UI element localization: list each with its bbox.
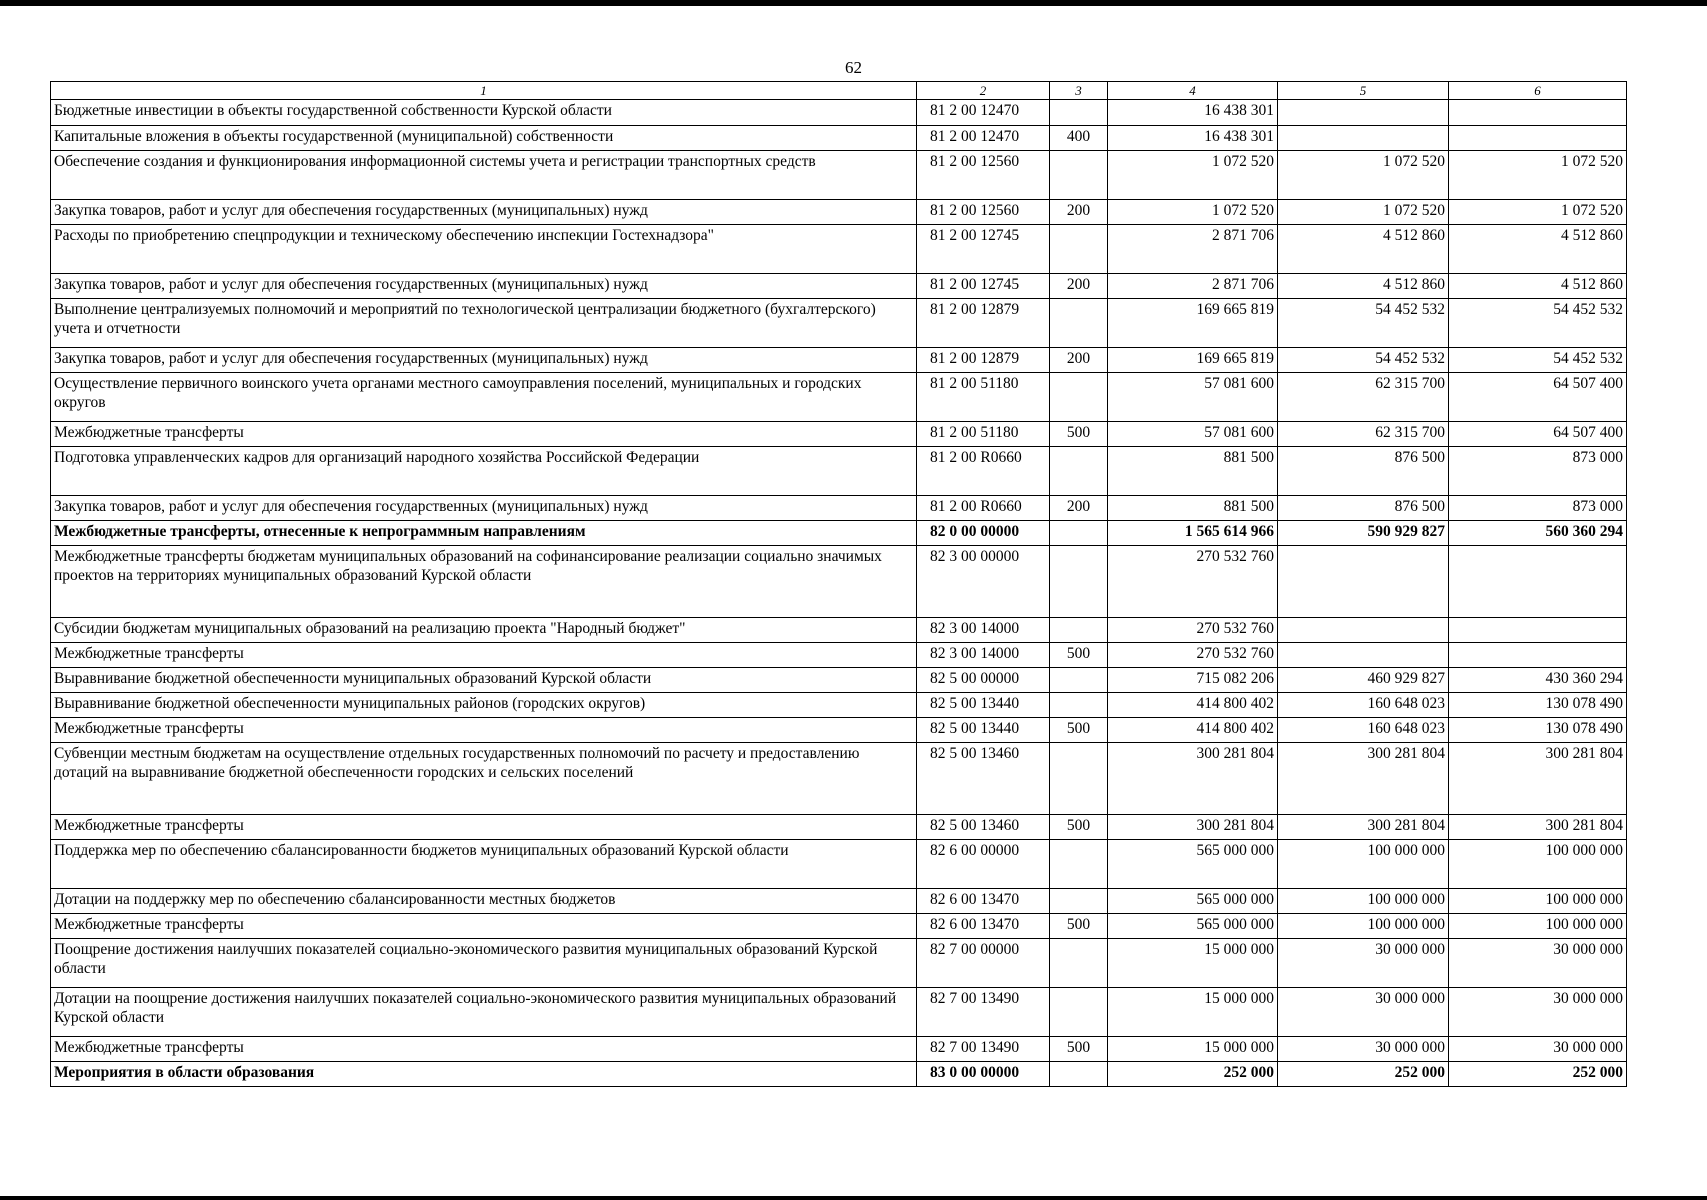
table-row bbox=[51, 546, 1627, 618]
table-header-row bbox=[51, 82, 1627, 100]
row-vr-cell bbox=[1050, 100, 1108, 126]
row-code-cell: 81 2 00 R0660 bbox=[917, 496, 1050, 521]
row-value-col6: 873 000 bbox=[1449, 447, 1627, 496]
row-vr-cell bbox=[1050, 299, 1108, 348]
table-row bbox=[51, 643, 1627, 668]
row-value-col6: 100 000 000 bbox=[1449, 889, 1627, 914]
row-value-col4: 1 072 520 bbox=[1108, 151, 1278, 200]
row-name-cell: Выполнение централизуемых полномочий и мероприятий по технологической централизации бюджетного (бухгалтерского) учета и отчетности bbox=[51, 299, 917, 348]
row-value-col5: 4 512 860 bbox=[1278, 274, 1449, 299]
column-header-3: 3 bbox=[1050, 82, 1108, 100]
row-vr-cell: 200 bbox=[1050, 348, 1108, 373]
row-vr-cell bbox=[1050, 988, 1108, 1037]
row-value-col4: 2 871 706 bbox=[1108, 274, 1278, 299]
row-value-col6: 100 000 000 bbox=[1449, 840, 1627, 889]
row-name-cell: Выравнивание бюджетной обеспеченности муниципальных образований Курской области bbox=[51, 668, 917, 693]
row-value-col4: 16 438 301 bbox=[1108, 126, 1278, 151]
row-value-col6 bbox=[1449, 546, 1627, 618]
row-value-col5: 160 648 023 bbox=[1278, 693, 1449, 718]
row-value-col4: 1 072 520 bbox=[1108, 200, 1278, 225]
row-code-cell: 81 2 00 12879 bbox=[917, 348, 1050, 373]
row-code-cell: 82 5 00 00000 bbox=[917, 668, 1050, 693]
row-name-cell: Закупка товаров, работ и услуг для обеспечения государственных (муниципальных) нужд bbox=[51, 348, 917, 373]
table-row bbox=[51, 815, 1627, 840]
row-code-cell: 82 5 00 13440 bbox=[917, 693, 1050, 718]
table-row bbox=[51, 743, 1627, 815]
row-value-col5: 62 315 700 bbox=[1278, 373, 1449, 422]
row-vr-cell: 400 bbox=[1050, 126, 1108, 151]
row-value-col6: 1 072 520 bbox=[1449, 151, 1627, 200]
row-value-col5: 876 500 bbox=[1278, 447, 1449, 496]
row-value-col6: 100 000 000 bbox=[1449, 914, 1627, 939]
row-name-cell: Межбюджетные трансферты бюджетам муниципальных образований на софинансирование реализации социально значимых проектов на территориях муниципальных образований Курской области bbox=[51, 546, 917, 618]
row-value-col4: 881 500 bbox=[1108, 496, 1278, 521]
row-name-cell: Межбюджетные трансферты bbox=[51, 422, 917, 447]
column-header-5: 5 bbox=[1278, 82, 1449, 100]
row-value-col5: 300 281 804 bbox=[1278, 743, 1449, 815]
row-name-cell: Субсидии бюджетам муниципальных образований на реализацию проекта "Народный бюджет" bbox=[51, 618, 917, 643]
row-value-col6 bbox=[1449, 618, 1627, 643]
row-vr-cell bbox=[1050, 373, 1108, 422]
row-value-col4: 15 000 000 bbox=[1108, 939, 1278, 988]
row-value-col5: 62 315 700 bbox=[1278, 422, 1449, 447]
row-value-col6: 4 512 860 bbox=[1449, 225, 1627, 274]
row-value-col5: 30 000 000 bbox=[1278, 939, 1449, 988]
row-value-col4: 414 800 402 bbox=[1108, 693, 1278, 718]
row-vr-cell bbox=[1050, 668, 1108, 693]
row-value-col5: 54 452 532 bbox=[1278, 348, 1449, 373]
row-vr-cell: 500 bbox=[1050, 815, 1108, 840]
row-name-cell: Закупка товаров, работ и услуг для обеспечения государственных (муниципальных) нужд bbox=[51, 274, 917, 299]
row-code-cell: 82 5 00 13460 bbox=[917, 743, 1050, 815]
row-code-cell: 82 7 00 13490 bbox=[917, 1037, 1050, 1062]
row-value-col4: 270 532 760 bbox=[1108, 618, 1278, 643]
table-row bbox=[51, 914, 1627, 939]
table-row bbox=[51, 200, 1627, 225]
row-vr-cell bbox=[1050, 693, 1108, 718]
row-vr-cell: 200 bbox=[1050, 274, 1108, 299]
row-value-col4: 16 438 301 bbox=[1108, 100, 1278, 126]
table-row bbox=[51, 718, 1627, 743]
row-value-col4: 270 532 760 bbox=[1108, 546, 1278, 618]
row-value-col6: 300 281 804 bbox=[1449, 815, 1627, 840]
budget-table bbox=[50, 81, 1627, 1087]
row-value-col5: 300 281 804 bbox=[1278, 815, 1449, 840]
table-row bbox=[51, 939, 1627, 988]
row-vr-cell bbox=[1050, 546, 1108, 618]
row-vr-cell: 500 bbox=[1050, 1037, 1108, 1062]
row-value-col5: 54 452 532 bbox=[1278, 299, 1449, 348]
column-header-4: 4 bbox=[1108, 82, 1278, 100]
row-value-col5: 252 000 bbox=[1278, 1062, 1449, 1087]
page-number: 62 bbox=[845, 58, 862, 77]
row-code-cell: 82 6 00 13470 bbox=[917, 914, 1050, 939]
row-value-col5: 100 000 000 bbox=[1278, 889, 1449, 914]
scan-bottom-border bbox=[0, 1196, 1707, 1200]
row-value-col4: 715 082 206 bbox=[1108, 668, 1278, 693]
row-name-cell: Поощрение достижения наилучших показателей социально-экономического развития муниципальных образований Курской области bbox=[51, 939, 917, 988]
row-vr-cell bbox=[1050, 840, 1108, 889]
table-row bbox=[51, 668, 1627, 693]
table-row bbox=[51, 521, 1627, 546]
row-value-col4: 252 000 bbox=[1108, 1062, 1278, 1087]
row-code-cell: 81 2 00 12879 bbox=[917, 299, 1050, 348]
row-vr-cell: 500 bbox=[1050, 422, 1108, 447]
row-name-cell: Межбюджетные трансферты, отнесенные к непрограммным направлениям bbox=[51, 521, 917, 546]
row-value-col6 bbox=[1449, 100, 1627, 126]
row-code-cell: 82 0 00 00000 bbox=[917, 521, 1050, 546]
row-name-cell: Дотации на поддержку мер по обеспечению сбалансированности местных бюджетов bbox=[51, 889, 917, 914]
row-value-col5: 590 929 827 bbox=[1278, 521, 1449, 546]
row-value-col6: 130 078 490 bbox=[1449, 718, 1627, 743]
row-value-col6: 30 000 000 bbox=[1449, 939, 1627, 988]
table-row bbox=[51, 100, 1627, 126]
row-name-cell: Закупка товаров, работ и услуг для обеспечения государственных (муниципальных) нужд bbox=[51, 496, 917, 521]
row-value-col6 bbox=[1449, 643, 1627, 668]
row-value-col4: 169 665 819 bbox=[1108, 299, 1278, 348]
row-name-cell: Осуществление первичного воинского учета органами местного самоуправления поселений, муниципальных и городских округов bbox=[51, 373, 917, 422]
table-row bbox=[51, 693, 1627, 718]
row-value-col6: 130 078 490 bbox=[1449, 693, 1627, 718]
row-vr-cell bbox=[1050, 618, 1108, 643]
row-name-cell: Межбюджетные трансферты bbox=[51, 643, 917, 668]
table-row bbox=[51, 422, 1627, 447]
row-value-col5 bbox=[1278, 126, 1449, 151]
row-code-cell: 81 2 00 12470 bbox=[917, 100, 1050, 126]
row-code-cell: 82 3 00 14000 bbox=[917, 643, 1050, 668]
row-vr-cell bbox=[1050, 521, 1108, 546]
row-name-cell: Подготовка управленческих кадров для организаций народного хозяйства Российской Федерации bbox=[51, 447, 917, 496]
row-value-col4: 57 081 600 bbox=[1108, 373, 1278, 422]
row-value-col5 bbox=[1278, 643, 1449, 668]
row-value-col5: 1 072 520 bbox=[1278, 200, 1449, 225]
row-value-col4: 565 000 000 bbox=[1108, 889, 1278, 914]
row-vr-cell bbox=[1050, 151, 1108, 200]
row-value-col5: 30 000 000 bbox=[1278, 988, 1449, 1037]
row-value-col4: 57 081 600 bbox=[1108, 422, 1278, 447]
row-code-cell: 82 6 00 00000 bbox=[917, 840, 1050, 889]
row-value-col5 bbox=[1278, 100, 1449, 126]
row-value-col4: 1 565 614 966 bbox=[1108, 521, 1278, 546]
row-name-cell: Мероприятия в области образования bbox=[51, 1062, 917, 1087]
row-vr-cell: 200 bbox=[1050, 496, 1108, 521]
row-value-col5: 100 000 000 bbox=[1278, 914, 1449, 939]
row-vr-cell bbox=[1050, 1062, 1108, 1087]
row-value-col4: 169 665 819 bbox=[1108, 348, 1278, 373]
row-code-cell: 82 7 00 00000 bbox=[917, 939, 1050, 988]
row-value-col5: 100 000 000 bbox=[1278, 840, 1449, 889]
row-value-col6: 54 452 532 bbox=[1449, 299, 1627, 348]
row-vr-cell bbox=[1050, 225, 1108, 274]
row-value-col4: 565 000 000 bbox=[1108, 914, 1278, 939]
column-header-6: 6 bbox=[1449, 82, 1627, 100]
table-row bbox=[51, 1037, 1627, 1062]
row-name-cell: Обеспечение создания и функционирования информационной системы учета и регистрации транспортных средств bbox=[51, 151, 917, 200]
row-name-cell: Бюджетные инвестиции в объекты государственной собственности Курской области bbox=[51, 100, 917, 126]
row-vr-cell bbox=[1050, 447, 1108, 496]
row-value-col4: 565 000 000 bbox=[1108, 840, 1278, 889]
row-code-cell: 82 3 00 14000 bbox=[917, 618, 1050, 643]
row-value-col5: 30 000 000 bbox=[1278, 1037, 1449, 1062]
row-value-col5: 4 512 860 bbox=[1278, 225, 1449, 274]
table-row bbox=[51, 151, 1627, 200]
row-value-col6: 64 507 400 bbox=[1449, 373, 1627, 422]
row-value-col6 bbox=[1449, 126, 1627, 151]
row-value-col6: 300 281 804 bbox=[1449, 743, 1627, 815]
row-code-cell: 81 2 00 12560 bbox=[917, 200, 1050, 225]
row-code-cell: 82 5 00 13460 bbox=[917, 815, 1050, 840]
row-code-cell: 83 0 00 00000 bbox=[917, 1062, 1050, 1087]
row-code-cell: 81 2 00 12745 bbox=[917, 225, 1050, 274]
row-code-cell: 81 2 00 51180 bbox=[917, 373, 1050, 422]
row-code-cell: 81 2 00 R0660 bbox=[917, 447, 1050, 496]
table-row bbox=[51, 496, 1627, 521]
row-name-cell: Межбюджетные трансферты bbox=[51, 718, 917, 743]
table-row bbox=[51, 373, 1627, 422]
row-value-col6: 30 000 000 bbox=[1449, 1037, 1627, 1062]
row-vr-cell bbox=[1050, 939, 1108, 988]
row-code-cell: 82 3 00 00000 bbox=[917, 546, 1050, 618]
row-value-col4: 300 281 804 bbox=[1108, 815, 1278, 840]
row-value-col4: 270 532 760 bbox=[1108, 643, 1278, 668]
column-header-2: 2 bbox=[917, 82, 1050, 100]
row-value-col6: 560 360 294 bbox=[1449, 521, 1627, 546]
row-vr-cell: 500 bbox=[1050, 914, 1108, 939]
row-name-cell: Капитальные вложения в объекты государственной (муниципальной) собственности bbox=[51, 126, 917, 151]
row-name-cell: Закупка товаров, работ и услуг для обеспечения государственных (муниципальных) нужд bbox=[51, 200, 917, 225]
row-code-cell: 81 2 00 12470 bbox=[917, 126, 1050, 151]
table-row bbox=[51, 348, 1627, 373]
row-value-col5: 460 929 827 bbox=[1278, 668, 1449, 693]
table-row bbox=[51, 1062, 1627, 1087]
row-value-col4: 2 871 706 bbox=[1108, 225, 1278, 274]
column-header-1: 1 bbox=[51, 82, 917, 100]
row-name-cell: Субвенции местным бюджетам на осуществление отдельных государственных полномочий по расчету и предоставлению дотаций на выравнивание бюджетной обеспеченности городских и сельских поселений bbox=[51, 743, 917, 815]
row-value-col6: 30 000 000 bbox=[1449, 988, 1627, 1037]
row-name-cell: Межбюджетные трансферты bbox=[51, 815, 917, 840]
row-name-cell: Межбюджетные трансферты bbox=[51, 914, 917, 939]
row-value-col5: 160 648 023 bbox=[1278, 718, 1449, 743]
row-name-cell: Межбюджетные трансферты bbox=[51, 1037, 917, 1062]
table-row bbox=[51, 889, 1627, 914]
row-vr-cell: 200 bbox=[1050, 200, 1108, 225]
table-row bbox=[51, 225, 1627, 274]
table-row bbox=[51, 988, 1627, 1037]
row-value-col6: 252 000 bbox=[1449, 1062, 1627, 1087]
row-vr-cell bbox=[1050, 743, 1108, 815]
row-code-cell: 82 7 00 13490 bbox=[917, 988, 1050, 1037]
row-value-col6: 4 512 860 bbox=[1449, 274, 1627, 299]
row-value-col4: 414 800 402 bbox=[1108, 718, 1278, 743]
row-vr-cell: 500 bbox=[1050, 718, 1108, 743]
table-row bbox=[51, 840, 1627, 889]
row-value-col6: 873 000 bbox=[1449, 496, 1627, 521]
row-value-col6: 64 507 400 bbox=[1449, 422, 1627, 447]
row-value-col6: 54 452 532 bbox=[1449, 348, 1627, 373]
row-value-col4: 300 281 804 bbox=[1108, 743, 1278, 815]
table-row bbox=[51, 618, 1627, 643]
row-name-cell: Выравнивание бюджетной обеспеченности муниципальных районов (городских округов) bbox=[51, 693, 917, 718]
row-code-cell: 81 2 00 12745 bbox=[917, 274, 1050, 299]
row-code-cell: 82 6 00 13470 bbox=[917, 889, 1050, 914]
row-value-col6: 430 360 294 bbox=[1449, 668, 1627, 693]
row-value-col4: 881 500 bbox=[1108, 447, 1278, 496]
table-row bbox=[51, 299, 1627, 348]
table-row bbox=[51, 274, 1627, 299]
row-vr-cell bbox=[1050, 889, 1108, 914]
row-code-cell: 81 2 00 51180 bbox=[917, 422, 1050, 447]
row-value-col4: 15 000 000 bbox=[1108, 988, 1278, 1037]
row-vr-cell: 500 bbox=[1050, 643, 1108, 668]
row-value-col5: 1 072 520 bbox=[1278, 151, 1449, 200]
row-value-col6: 1 072 520 bbox=[1449, 200, 1627, 225]
row-value-col4: 15 000 000 bbox=[1108, 1037, 1278, 1062]
row-value-col5 bbox=[1278, 546, 1449, 618]
row-name-cell: Дотации на поощрение достижения наилучших показателей социально-экономического развития муниципальных образований Курской области bbox=[51, 988, 917, 1037]
row-code-cell: 82 5 00 13440 bbox=[917, 718, 1050, 743]
table-row bbox=[51, 447, 1627, 496]
scan-top-border bbox=[0, 0, 1707, 6]
row-name-cell: Расходы по приобретению спецпродукции и техническому обеспечению инспекции Гостехнадзора" bbox=[51, 225, 917, 274]
row-code-cell: 81 2 00 12560 bbox=[917, 151, 1050, 200]
row-value-col5 bbox=[1278, 618, 1449, 643]
row-value-col5: 876 500 bbox=[1278, 496, 1449, 521]
table-row bbox=[51, 126, 1627, 151]
row-name-cell: Поддержка мер по обеспечению сбалансированности бюджетов муниципальных образований Курской области bbox=[51, 840, 917, 889]
